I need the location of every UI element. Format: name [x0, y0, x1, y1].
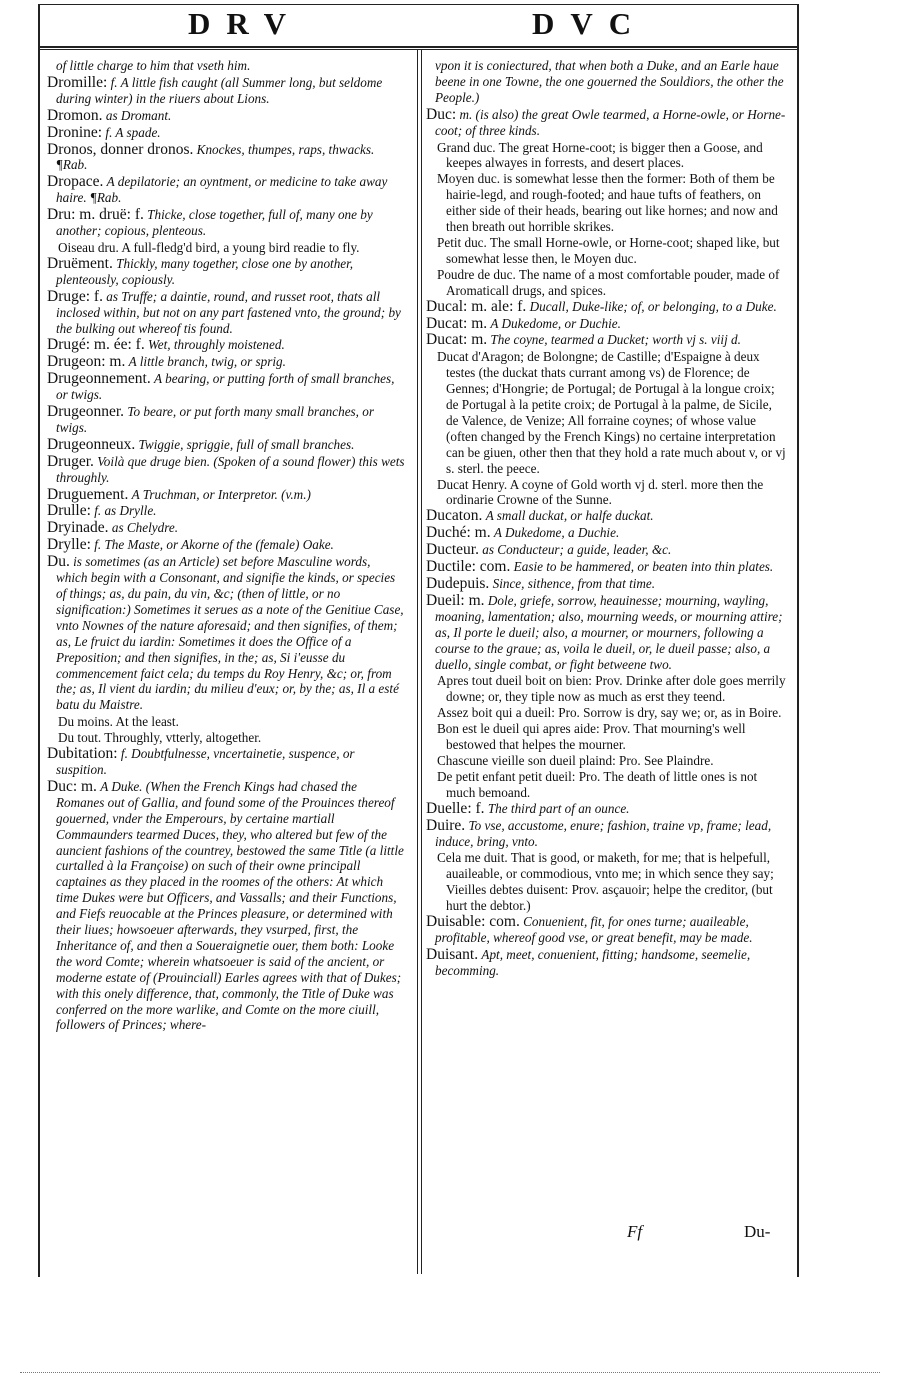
- headword: Dudepuis.: [426, 575, 490, 592]
- dictionary-entry: [47, 554, 405, 713]
- definition: Voilà que druge bien. (Spoken of a sound flower) this wets throughly.: [56, 453, 405, 485]
- headword: Ducat: m.: [426, 314, 488, 332]
- catchword: Du-: [744, 1222, 771, 1241]
- definition: To vse, accustome, enure; fashion, traine vp, frame; lead, induce, bring, vnto.: [435, 817, 772, 849]
- headword: Duire.: [426, 816, 466, 834]
- headword: Dronos, donner dronos.: [47, 140, 194, 158]
- definition: A bearing, or putting forth of small branches, or twigs.: [56, 371, 395, 403]
- headword: Dryinade.: [47, 519, 109, 537]
- definition: Throughly, vtterly, altogether.: [104, 730, 262, 746]
- definition: Drinke after dole goes merrily downe; or, they tiple now as much as erst they teend.: [446, 673, 786, 705]
- definition: The name of a most comfortable pouder, made of Aromaticall drugs, and spices.: [446, 266, 780, 298]
- dictionary-entry: [47, 125, 405, 141]
- dictionary-entry: [47, 142, 405, 174]
- dictionary-entry: [47, 75, 405, 107]
- definition: Twiggie, spriggie, full of small branches.: [138, 436, 355, 452]
- headword: Druge: f.: [47, 287, 103, 305]
- headword: Drugeonneux.: [47, 435, 136, 453]
- dictionary-entry: [47, 404, 405, 436]
- dictionary-entry: [426, 801, 786, 817]
- sub-entry: [426, 721, 786, 753]
- dictionary-entry: [426, 914, 786, 946]
- definition: A full-fledg'd bird, a young bird readie to fly.: [121, 239, 360, 255]
- definition: f. The Maste, or Akorne of the (female) Oake.: [94, 537, 334, 553]
- headword: Bon est le dueil qui apres aide: Prov.: [437, 721, 631, 737]
- definition: Since, sithence, from that time.: [492, 576, 656, 591]
- headword: Du tout.: [58, 730, 102, 746]
- definition: is somewhat lesse then the former: Both of them be hairie-legd, and rough-footed; and haue tufts of feathers, on either side of their heads, bearing out like hornes; and now and then breath out horrible skrikes.: [446, 171, 778, 235]
- headword: Chascune vieille son dueil plaind: Pro.: [437, 752, 641, 768]
- definition: as Truffe; a daintie, round, and russet root, thats all inclosed within, but not on any part fastened vnto, the ground; by the bulking out whereof tis found.: [56, 288, 401, 336]
- headword: Duché: m.: [426, 524, 491, 542]
- headword: Ductile: com.: [426, 558, 511, 576]
- definition: f. as Drylle.: [94, 503, 157, 519]
- headword: Ducaton.: [426, 507, 483, 525]
- sub-entry: [426, 171, 786, 235]
- dictionary-entry: [47, 371, 405, 403]
- entry-list-left: [47, 75, 405, 1033]
- running-head-left: DRV: [188, 6, 303, 41]
- dictionary-entry: [47, 779, 405, 1034]
- definition: Ducall, Duke-like; of, or belonging, to a Duke.: [529, 298, 777, 314]
- headword: Ducal: m. ale: f.: [426, 297, 527, 315]
- headword: Dru: m. druë: f.: [47, 206, 144, 224]
- continuation-text: of little charge to him that vseth him.: [56, 58, 251, 73]
- headword: Petit duc.: [437, 234, 487, 250]
- headword: Ducat: m.: [426, 331, 488, 349]
- definition: A little branch, twig, or sprig.: [128, 354, 286, 370]
- scan-edge: [20, 1372, 880, 1373]
- sub-entry: [426, 673, 786, 705]
- definition: A Dukedome, a Duchie.: [493, 525, 620, 541]
- headword: Druguement.: [47, 485, 129, 503]
- headword: Du moins.: [58, 714, 113, 730]
- dictionary-entry: [426, 542, 786, 558]
- sub-entry: [426, 769, 786, 801]
- dictionary-entry: [426, 818, 786, 850]
- definition: A coyne of Gold worth vj d. sterl. more then the ordinarie Crowne of the Sunne.: [446, 476, 764, 508]
- definition: A Dukedome, or Duchie.: [490, 315, 621, 331]
- sub-entry: [426, 140, 786, 172]
- signature-mark: Ff: [627, 1222, 643, 1241]
- definition: The small Horne-owle, or Horne-coot; shaped like, but somewhat lesse then, le Moyen duc.: [446, 234, 780, 266]
- running-head-right: DVC: [532, 6, 648, 41]
- dictionary-entry: [47, 520, 405, 536]
- right-column: [426, 58, 786, 980]
- dictionary-entry: [426, 947, 786, 979]
- column-divider: [417, 50, 418, 1274]
- headword: Moyen duc.: [437, 171, 500, 187]
- sub-entry: [47, 240, 405, 256]
- definition: The great Horne-coot; is bigger then a Goose, and keepes alwayes in forrests, and desert places.: [446, 139, 763, 171]
- definition: Apt, meet, conuenient, fitting; handsome, seemelie, becomming.: [435, 946, 751, 978]
- headword: Ducteur.: [426, 541, 479, 559]
- left-column: [47, 58, 405, 1034]
- headword: Duc: m.: [47, 777, 97, 795]
- definition: f. A spade.: [105, 124, 161, 140]
- dictionary-entry: [47, 454, 405, 486]
- headword: Drylle:: [47, 536, 91, 554]
- headword: Drugeon: m.: [47, 353, 126, 371]
- definition: as Dromant.: [105, 107, 172, 123]
- definition: is sometimes (as an Article) set before Masculine words, which begin with a Consonant, and signifie the kinds, or species of things; as, du pain, du vin, &c; (then of little, or no signification:) Sometimes it serues as a note of the Genitiue Case, vnto Nownes of the nature aforesaid; and then signifies, of them; as, Le fruict du iardin: Sometimes it does the Office of a Preposition; and then signifies, in the; as, Si i'eusse du commencement faict cela; du temps du Roy Henry, &c; or, from the; as, Il vient du iardin; du milieu d'eux; or, by the; as, Il a esté batu du Maistre.: [56, 554, 404, 713]
- headword: Dropace.: [47, 173, 104, 191]
- definition: To beare, or put forth many small branches, or twigs.: [56, 404, 375, 435]
- headword: Cela me duit.: [437, 850, 508, 866]
- definition: The death of little ones is not much bemoand.: [446, 768, 758, 800]
- headword: Assez boit qui a dueil: Pro.: [437, 705, 580, 721]
- entry-list-right: [426, 107, 786, 979]
- definition: Easie to be hammered, or beaten into thin plates.: [513, 559, 774, 575]
- headword: Poudre de duc.: [437, 266, 516, 282]
- dictionary-entry: [47, 503, 405, 519]
- definition: Dole, griefe, sorrow, heauinesse; mourning, wayling, moaning, lamentation; also, mourning weeds, or mourning attire; as, Il porte le dueil; also, a mourner, or mourners, following a course to the graue; as, voila le dueil, or, le dueil passe; also, a duello, single combat, or fight betweene two.: [435, 592, 783, 672]
- definition: Thickly, many together, close one by another, plenteously, copiously.: [56, 255, 354, 287]
- dictionary-entry: [47, 437, 405, 453]
- headword: Du.: [47, 553, 70, 571]
- headword: Dueil: m.: [426, 591, 485, 609]
- definition: (the duckat thats currant among vs) de Florence; de Gennes; d'Hongrie; de Portugal; de Portugal à la longue croix; de Portugal à la petite croix; de Portugal à la palme, de Sicile, de Valence, de Venize; All forraine coynes; of whose value (often changed by the French Kings) no certaine interpretation can be giuen, other then that they hold a rate much about v, or vj s. sterl. the peece.: [446, 365, 786, 476]
- definition: as Conducteur; a guide, leader, &c.: [482, 542, 672, 558]
- definition: The coyne, tearmed a Ducket; worth vj s. viij d.: [490, 332, 741, 348]
- headword: Drulle:: [47, 502, 91, 520]
- sub-entry: [426, 705, 786, 721]
- headword: Dubitation:: [47, 745, 118, 763]
- dictionary-entry: [426, 508, 786, 524]
- dictionary-entry: [47, 256, 405, 288]
- column-divider-inner: [421, 50, 422, 1274]
- header-rule: [38, 46, 797, 48]
- headword: Duelle: f.: [426, 799, 485, 817]
- dictionary-entry: [47, 487, 405, 503]
- definition: m. (is also) the great Owle tearmed, a Horne-owle, or Horne-coot; of three kinds.: [435, 106, 786, 138]
- sub-entry: [47, 714, 405, 730]
- definition: f. Doubtfulnesse, vncertainetie, suspence, or suspition.: [56, 746, 355, 777]
- dictionary-entry: [47, 746, 405, 778]
- headword: Duc:: [426, 105, 457, 123]
- headword: Drugé: m. ée: f.: [47, 336, 145, 354]
- headword: Duisant.: [426, 945, 479, 963]
- definition: as Chelydre.: [111, 520, 179, 536]
- dictionary-entry: [426, 316, 786, 332]
- headword: De petit enfant petit dueil: Pro.: [437, 768, 601, 784]
- dictionary-entry: [426, 299, 786, 315]
- sub-entry: [426, 477, 786, 509]
- definition: A Truchman, or Interpretor. (v.m.): [131, 486, 311, 502]
- sub-entry: [426, 349, 786, 476]
- headword: Oiseau dru.: [58, 239, 119, 255]
- headword: Dronine:: [47, 123, 103, 141]
- sub-entry: [426, 267, 786, 299]
- headword: Drugeonnement.: [47, 370, 151, 388]
- dictionary-entry: [426, 576, 786, 592]
- dictionary-entry: [47, 354, 405, 370]
- definition: That is good, or maketh, for me; that is helpefull, auaileable, or commodious, vnto me; in which sence they say; Vieilles debtes duisent: Prov. asçauoir; helpe the creditor, (but hurt the debtor.): [446, 850, 774, 914]
- dictionary-entry: [426, 332, 786, 348]
- definition: A Duke. (When the French Kings had chased the Romanes out of Gallia, and found some of the Prouinces thereof gouerned, vnder the Emperours, by certaine martiall Commaunders tearmed Duces, they, who altered but few of the auncient fashions of the countrey, bestowed the same Title (a little curtalled à la Françoise) on such of their owne principall captaines as they placed in the roomes of the others: At which time Dukes were but Officers, and Vassalls; and their Functions, and Fiefs reuocable at the Princes pleasure, or determined with their liues; howsoeuer afterwards, they vsurped, first, the Inheritance of, and then a Soueraignetie ouer, them both: Looke the word Comte; wherein whatsoeuer is said of the ancient, or moderne estate of (Prouinciall) Earles agrees with that of Dukes; with this onely difference, that, commonly, the Title of Duke was conferred on the more warlike, and Comte on the more ciuill, followers of Princes; where-: [56, 778, 404, 1033]
- sub-entry: [47, 730, 405, 746]
- dictionary-entry: [47, 537, 405, 553]
- definition: Wet, throughly moistened.: [148, 337, 285, 353]
- headword: Dromille:: [47, 73, 108, 91]
- definition: A small duckat, or halfe duckat.: [485, 508, 654, 524]
- definition: Thicke, close together, full of, many one by another; copious, plenteous.: [56, 207, 373, 239]
- definition: See Plaindre.: [643, 752, 714, 768]
- definition: f. A little fish caught (all Summer long, but seldome during winter) in the riuers about Lions.: [56, 74, 383, 106]
- definition: Knockes, thumpes, raps, thwacks. ¶Rab.: [56, 141, 375, 173]
- sub-entry: [426, 235, 786, 267]
- headword: Ducat Henry.: [437, 476, 508, 492]
- dictionary-entry: [426, 559, 786, 575]
- dictionary-entry: [47, 108, 405, 124]
- dictionary-entry: [426, 593, 786, 673]
- definition: Conuenient, fit, for ones turne; auaileable, profitable, whereof good vse, or great benefit, may be made.: [435, 914, 753, 945]
- headword: Grand duc.: [437, 139, 496, 155]
- definition: A depilatorie; an oyntment, or medicine to take away haire. ¶Rab.: [56, 174, 388, 206]
- dictionary-entry: [47, 289, 405, 337]
- headword: Druëment.: [47, 254, 113, 272]
- dictionary-entry: [47, 207, 405, 239]
- sub-entry: [426, 753, 786, 769]
- sub-entry: [426, 850, 786, 914]
- definition: That mourning's well bestowed that helpes the mourner.: [446, 721, 746, 753]
- headword: Duisable: com.: [426, 913, 520, 931]
- headword: Druger.: [47, 452, 94, 470]
- headword: Drugeonner.: [47, 403, 125, 421]
- dictionary-entry: [426, 107, 786, 139]
- dictionary-entry: [47, 174, 405, 206]
- dictionary-entry: [47, 337, 405, 353]
- headword: Dromon.: [47, 106, 103, 124]
- continuation-text: vpon it is coniectured, that when both a Duke, and an Earle haue beene in one Towne, the one gouerned the Souldiors, the other the People.): [435, 58, 784, 105]
- definition: At the least.: [115, 714, 179, 730]
- headword: Apres tout dueil boit on bien: Prov.: [437, 673, 623, 689]
- definition: The third part of an ounce.: [487, 800, 630, 816]
- dictionary-entry: [426, 525, 786, 541]
- definition: Sorrow is dry, say we; or, as in Boire.: [583, 705, 782, 721]
- headword: Ducat d'Aragon; de Bolongne; de Castille; d'Espaigne à deux testes: [437, 349, 760, 381]
